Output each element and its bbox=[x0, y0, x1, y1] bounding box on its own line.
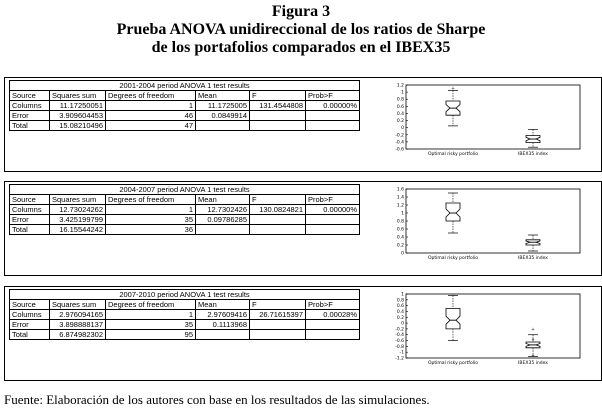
box-plot bbox=[382, 185, 592, 269]
y-tick-label: 0 bbox=[401, 251, 404, 257]
y-tick-label: -1.2 bbox=[395, 356, 404, 362]
table-cell: 0.00000% bbox=[306, 101, 360, 111]
table-cell: Error bbox=[10, 320, 50, 330]
table-cell: Total bbox=[10, 225, 50, 235]
table-cell: 130.0824821 bbox=[250, 205, 306, 215]
y-tick-label: 1 bbox=[401, 292, 404, 298]
table-cell bbox=[306, 111, 360, 121]
table-row bbox=[10, 310, 360, 320]
y-tick-label: 0 bbox=[401, 126, 404, 132]
table-cell: 1 bbox=[106, 205, 196, 215]
column-header: Prob>F bbox=[306, 195, 360, 205]
y-tick-label: 0.6 bbox=[396, 227, 404, 233]
figure-title-line-1: Prueba ANOVA unidireccional de los ratios de Sharpe bbox=[116, 21, 486, 38]
table-header-row bbox=[10, 195, 360, 205]
table-cell bbox=[306, 215, 360, 225]
table-cell: 16.15544242 bbox=[50, 225, 106, 235]
table-caption: 2007-2010 period ANOVA 1 test results bbox=[10, 290, 360, 300]
y-tick-label: -0.4 bbox=[395, 333, 404, 339]
table-cell: 0.09786285 bbox=[196, 215, 250, 225]
table-cell bbox=[250, 225, 306, 235]
table-cell: 3.909604453 bbox=[50, 111, 106, 121]
column-header: Source bbox=[10, 91, 50, 101]
table-cell: 3.898888137 bbox=[50, 320, 106, 330]
table-cell: 26.71615397 bbox=[250, 310, 306, 320]
column-header: Source bbox=[10, 195, 50, 205]
anova-panel bbox=[4, 286, 602, 381]
x-category-label: IBEX35 index bbox=[518, 152, 548, 157]
box-plot bbox=[382, 81, 592, 165]
plot-frame bbox=[406, 85, 580, 149]
figure-label: Figura 3 bbox=[271, 3, 331, 20]
y-tick-label: 0.8 bbox=[396, 219, 404, 225]
y-tick-label: 0.2 bbox=[396, 119, 404, 125]
y-tick-label: -1 bbox=[399, 350, 404, 356]
table-cell: Columns bbox=[10, 310, 50, 320]
table-cell bbox=[250, 121, 306, 131]
column-header: F bbox=[250, 195, 306, 205]
anova-table bbox=[9, 289, 360, 340]
table-cell: 1 bbox=[106, 101, 196, 111]
column-header: Degrees of freedom bbox=[106, 195, 196, 205]
column-header: Degrees of freedom bbox=[106, 300, 196, 310]
table-cell: 2.976094165 bbox=[50, 310, 106, 320]
figure-title bbox=[0, 3, 602, 57]
notched-box bbox=[446, 203, 460, 221]
table-cell: 15.08210496 bbox=[50, 121, 106, 131]
table-row bbox=[10, 330, 360, 340]
table-header-row bbox=[10, 91, 360, 101]
y-tick-label: -0.4 bbox=[395, 140, 404, 146]
outlier-point: + bbox=[531, 337, 535, 343]
plot-frame bbox=[406, 294, 580, 358]
outlier-point: + bbox=[451, 86, 455, 92]
table-cell: 0.00028% bbox=[306, 310, 360, 320]
table-caption: 2004-2007 period ANOVA 1 test results bbox=[10, 185, 360, 195]
table-row bbox=[10, 215, 360, 225]
y-tick-label: 0.6 bbox=[396, 304, 404, 310]
figure-title-line-2: de los portafolios comparados en el IBEX35 bbox=[151, 39, 451, 56]
table-cell bbox=[250, 320, 306, 330]
column-header: Mean bbox=[196, 195, 250, 205]
column-header: Prob>F bbox=[306, 91, 360, 101]
y-tick-label: 0.2 bbox=[396, 243, 404, 249]
table-row bbox=[10, 111, 360, 121]
table-cell: 11.1725005 bbox=[196, 101, 250, 111]
column-header: Squares sum bbox=[50, 300, 106, 310]
table-cell: 35 bbox=[106, 215, 196, 225]
x-category-label: Optimal risky portfolio bbox=[427, 361, 479, 366]
column-header: Prob>F bbox=[306, 300, 360, 310]
y-tick-label: 1 bbox=[401, 90, 404, 96]
table-cell: 2.97609416 bbox=[196, 310, 250, 320]
table-header-row bbox=[10, 300, 360, 310]
table-cell: 12.73024262 bbox=[50, 205, 106, 215]
table-cell bbox=[306, 320, 360, 330]
table-cell: 35 bbox=[106, 320, 196, 330]
table-cell: Total bbox=[10, 330, 50, 340]
outlier-point: + bbox=[531, 327, 535, 333]
x-category-label: IBEX35 index bbox=[518, 361, 548, 366]
table-cell: 0.1113968 bbox=[196, 320, 250, 330]
table-cell: Error bbox=[10, 111, 50, 121]
y-tick-label: 0.4 bbox=[396, 235, 404, 241]
y-tick-label: -0.2 bbox=[395, 133, 404, 139]
x-category-label: Optimal risky portfolio bbox=[427, 152, 479, 157]
y-tick-label: -0.6 bbox=[395, 339, 404, 345]
table-row bbox=[10, 121, 360, 131]
table-row bbox=[10, 101, 360, 111]
box-plot bbox=[382, 290, 592, 374]
table-cell bbox=[306, 225, 360, 235]
y-tick-label: 0 bbox=[401, 321, 404, 327]
table-cell: Error bbox=[10, 215, 50, 225]
plot-frame bbox=[406, 189, 580, 253]
y-tick-label: 0.4 bbox=[396, 111, 404, 117]
y-tick-label: 1.6 bbox=[396, 187, 404, 193]
table-row bbox=[10, 205, 360, 215]
column-header: F bbox=[250, 91, 306, 101]
y-tick-label: 0.8 bbox=[396, 97, 404, 103]
notched-box bbox=[446, 309, 460, 329]
column-header: Mean bbox=[196, 91, 250, 101]
table-cell: 46 bbox=[106, 111, 196, 121]
table-cell: 47 bbox=[106, 121, 196, 131]
y-tick-label: -0.6 bbox=[395, 147, 404, 153]
table-cell bbox=[250, 111, 306, 121]
table-cell: 0.00000% bbox=[306, 205, 360, 215]
x-category-label: Optimal risky portfolio bbox=[427, 256, 479, 261]
column-header: Degrees of freedom bbox=[106, 91, 196, 101]
table-cell bbox=[306, 330, 360, 340]
table-cell: 6.874982302 bbox=[50, 330, 106, 340]
table-cell bbox=[196, 225, 250, 235]
source-note: Fuente: Elaboración de los autores con base en los resultados de las simulaciones. bbox=[4, 392, 430, 407]
table-cell: 3.425199799 bbox=[50, 215, 106, 225]
table-cell: 95 bbox=[106, 330, 196, 340]
y-tick-label: 0.4 bbox=[396, 309, 404, 315]
y-tick-label: 1.2 bbox=[396, 203, 404, 209]
column-header: Source bbox=[10, 300, 50, 310]
table-cell: Columns bbox=[10, 205, 50, 215]
column-header: F bbox=[250, 300, 306, 310]
anova-panel bbox=[4, 77, 602, 172]
y-tick-label: 0.8 bbox=[396, 298, 404, 304]
table-cell: 36 bbox=[106, 225, 196, 235]
table-cell: 1 bbox=[106, 310, 196, 320]
table-row bbox=[10, 320, 360, 330]
column-header: Mean bbox=[196, 300, 250, 310]
table-cell bbox=[250, 215, 306, 225]
y-tick-label: -0.2 bbox=[395, 327, 404, 333]
table-caption: 2001-2004 period ANOVA 1 test results bbox=[10, 81, 360, 91]
table-row bbox=[10, 225, 360, 235]
y-tick-label: -0.8 bbox=[395, 344, 404, 350]
anova-table bbox=[9, 184, 360, 235]
y-tick-label: 1.2 bbox=[396, 83, 404, 89]
table-cell bbox=[250, 330, 306, 340]
table-cell bbox=[196, 121, 250, 131]
column-header: Squares sum bbox=[50, 91, 106, 101]
anova-table bbox=[9, 80, 360, 131]
anova-panel bbox=[4, 181, 602, 276]
y-tick-label: 1 bbox=[401, 211, 404, 217]
y-tick-label: 1.4 bbox=[396, 195, 404, 201]
y-tick-label: 0.6 bbox=[396, 104, 404, 110]
table-cell: Columns bbox=[10, 101, 50, 111]
outlier-point: + bbox=[531, 353, 535, 359]
column-header: Squares sum bbox=[50, 195, 106, 205]
table-cell: 0.0849914 bbox=[196, 111, 250, 121]
table-cell: 131.4544808 bbox=[250, 101, 306, 111]
table-cell: Total bbox=[10, 121, 50, 131]
table-cell bbox=[196, 330, 250, 340]
y-tick-label: 0.2 bbox=[396, 315, 404, 321]
x-category-label: IBEX35 index bbox=[518, 256, 548, 261]
table-cell bbox=[306, 121, 360, 131]
table-cell: 12.7302426 bbox=[196, 205, 250, 215]
table-cell: 11.17250051 bbox=[50, 101, 106, 111]
